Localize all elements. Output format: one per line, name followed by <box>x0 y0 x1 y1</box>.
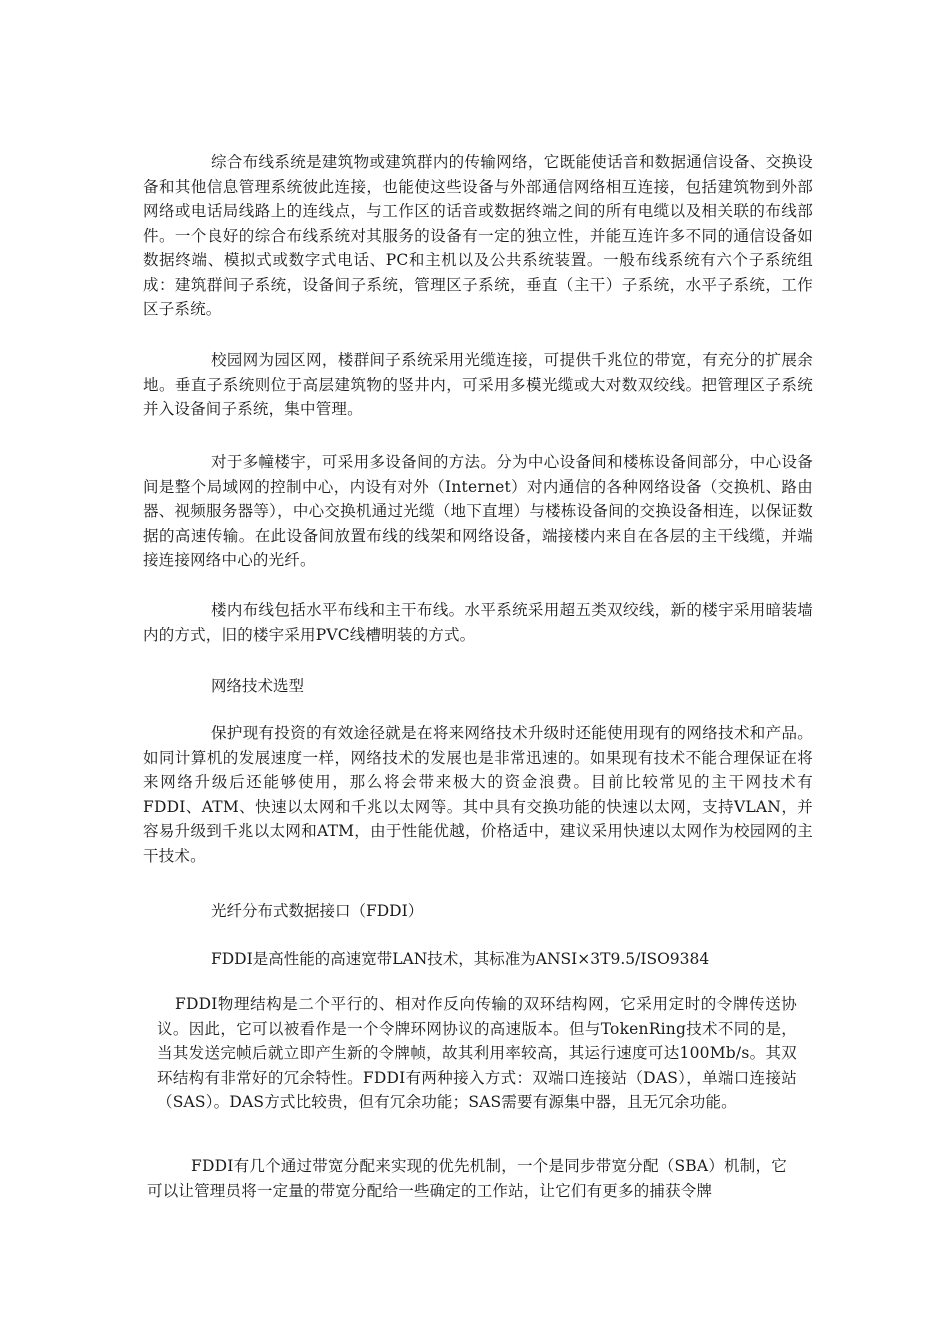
paragraph-building-cabling: 楼内布线包括水平布线和主干布线。水平系统采用超五类双绞线，新的楼宇采用暗装墙内的方式，旧的楼宇采用PVC线槽明装的方式。 <box>143 601 813 644</box>
heading-network-tech-selection: 网络技术选型 <box>211 677 305 695</box>
paragraph-multi-building: 对于多幢楼宇，可采用多设备间的方法。分为中心设备间和楼栋设备间部分，中心设备间是整个局域网的控制中心，内设有对外（Internet）对内通信的各种网络设备（交换机、路由器、视频服务器等），中心交换机通过光缆（地下直埋）与楼栋设备间的交换设备相连，以保证数据的高速传输。在此设备间放置布线的线架和网络设备，端接楼内来自在各层的主干线缆，并端接连接网络中心的光纤。 <box>143 453 813 569</box>
paragraph-fddi-priority: FDDI有几个通过带宽分配来实现的优先机制，一个是同步带宽分配（SBA）机制，它可以让管理员将一定量的带宽分配给一些确定的工作站，让它们有更多的捕获令牌 <box>147 1157 787 1200</box>
paragraph-backbone-tech: 保护现有投资的有效途径就是在将来网络技术升级时还能使用现有的网络技术和产品。如同计算机的发展速度一样，网络技术的发展也是非常迅速的。如果现有技术不能合理保证在将来网络升级后还能够使用，那么将会带来极大的资金浪费。目前比较常见的主干网技术有FDDI、ATM、快速以太网和千兆以太网等。其中具有交换功能的快速以太网，支持VLAN，并容易升级到千兆以太网和ATM，由于性能优越，价格适中，建议采用快速以太网作为校园网的主干技术。 <box>143 724 813 865</box>
paragraph-cabling-overview: 综合布线系统是建筑物或建筑群内的传输网络，它既能使话音和数据通信设备、交换设备和其他信息管理系统彼此连接，也能使这些设备与外部通信网络相互连接，包括建筑物到外部网络或电话局线路上的连线点，与工作区的话音或数据终端之间的所有电缆以及相关联的布线部件。一个良好的综合布线系统对其服务的设备有一定的独立性，并能互连许多不同的通信设备如数据终端、模拟式或数字式电话、PC和主机以及公共系统装置。一般布线系统有六个子系统组成：建筑群间子系统，设备间子系统，管理区子系统，垂直（主干）子系统，水平子系统，工作区子系统。 <box>143 153 813 318</box>
paragraph-campus-network: 校园网为园区网，楼群间子系统采用光缆连接，可提供千兆位的带宽，有充分的扩展余地。垂直子系统则位于高层建筑物的竖井内，可采用多模光缆或大对数双绞线。把管理区子系统并入设备间子系统，集中管理。 <box>143 351 813 418</box>
heading-fddi-standard: FDDI是高性能的高速宽带LAN技术，其标准为ANSI×3T9.5/ISO9384 <box>211 950 710 968</box>
paragraph-fddi-structure: FDDI物理结构是二个平行的、相对作反向传输的双环结构网，它采用定时的令牌传送协议。因此，它可以被看作是一个令牌环网协议的高速版本。但与TokenRing技术不同的是，当其发送完帧后就立即产生新的令牌帧，故其利用率较高，其运行速度可达100Mb/s。其双环结构有非常好的冗余特性。FDDI有两种接入方式：双端口连接站（DAS），单端口连接站（SAS）。DAS方式比较贵，但有冗余功能；SAS需要有源集中器，且无冗余功能。 <box>157 995 797 1111</box>
heading-fddi: 光纤分布式数据接口（FDDI） <box>211 902 424 920</box>
